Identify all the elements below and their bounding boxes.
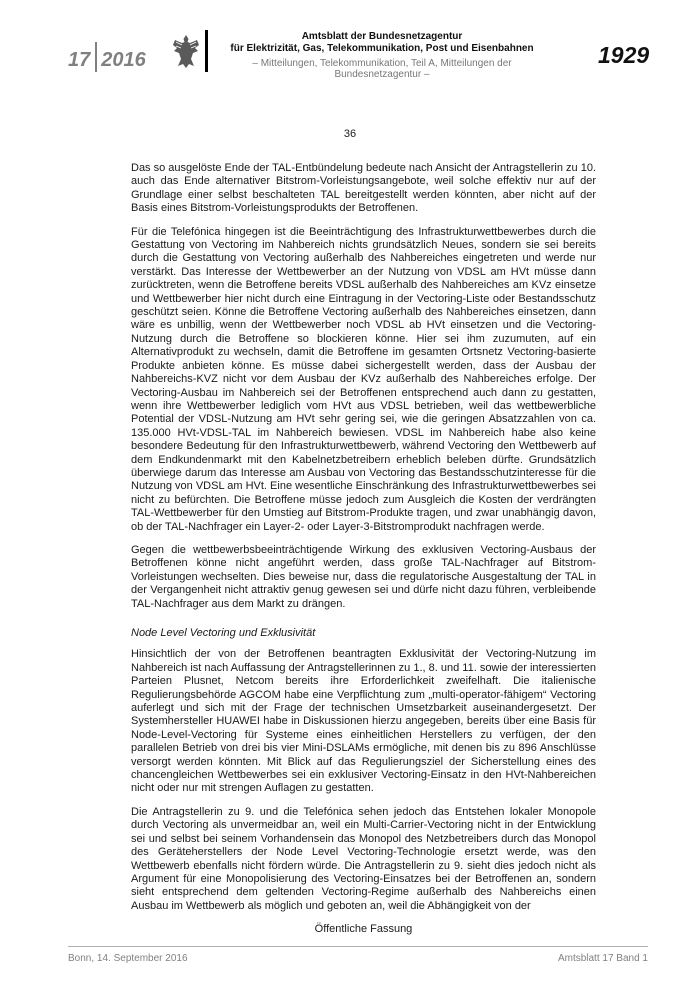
inner-page-number: 36 xyxy=(343,128,357,140)
footer-date: Bonn, 14. September 2016 xyxy=(68,953,188,964)
paragraph-2: Für die Telefónica hingegen ist die Beeinträchtigung des Infrastrukturwettbewerbes durch die Gestattung von Vectoring im Nahbereich nichts grundsätzlich Neues, sondern sie sei bereits durch die Gestattung von Vectoring außerhalb des Nahbereiches eingetreten und werde nur verstärkt. Das Interesse der Wettbewerber an der Nutzung von VDSL am HVt müsse dann zurücktreten, wenn die Betroffene bereits VDSL außerhalb des Nahbereiches am KVz einsetze und Wettbewerber hier nicht durch eine Eintragung in der Vectoring-Liste oder Bestandsschutz geschützt seien. Könne die Betroffene Vectoring außerhalb des Nahbereiches einsetzen, dann wäre es unbillig, wenn der Wettbewerber noch VDSL ab HVt einsetzen und die Vectoring-Nutzung durch die Betroffene so blockieren könne. Hier sei ihm zuzumuten, auf ein Alternativprodukt zu wechseln, damit die Betroffene im gesamten Ortsnetz Vectoring-basierte Produkte anbieten könne. Es müsse dabei sichergestellt werden, dass der Ausbau der Nahbereichs-KVZ nicht vor dem Ausbau der KVz außerhalb des Nahbereiches erfolge. Der Vectoring-Ausbau im Nahbereich sei der Betroffenen entsprechend auch dann zu gestatten, wenn ihre Wettbewerber lediglich vom HVt aus VDSL betrieben, weil das wettbewerbliche Potential der VDSL-Nutzung am HVt sehr gering sei, wie die geringen Absatzzahlen von ca. 135.000 HVt-VDSL-TAL im Nahbereich bewiesen. VDSL im Nahbereich habe also keine besondere Bedeutung für den Infrastrukturwettbewerb, während Vectoring den Wettbewerb auf dem Endkundenmarkt mit den Kabelnetzbetreibern erheblich beleben dürfte. Grundsätzlich überwiege darum das Interesse am Ausbau von Vectoring das Bestandsschutzinteresse für die Nutzung von VDSL am HVt. Eine wesentliche Einschränkung des Infrastrukturwettbewerbes sei nicht zu befürchten. Die Betroffene müsse jedoch zum Ausgleich die Kosten der verdrängten TAL-Wettbewerber für den Umstieg auf Bitstrom-Produkte tragen, und zwar unabhängig davon, ob der TAL-Nachfrager ein Layer-2- oder Layer-3-Bitstromprodukt nachfragen werde. xyxy=(131,225,596,533)
document-body xyxy=(131,162,596,947)
issue-year: 2016 xyxy=(101,49,146,71)
public-version-label: Öffentliche Fassung xyxy=(314,923,413,936)
paragraph-1: Das so ausgelöste Ende der TAL-Entbündelung bedeute nach Ansicht der Antragstellerin zu 10. auch das Ende alternativer Bitstrom-Vorleistungsangebote, weil solche effektiv nur auf der Grundlage einer selbst beschalteten TAL bereitgestellt werden könnten, aber nicht auf der Basis eines Bitstrom-Vorleistungsprodukts der Betroffenen. xyxy=(131,162,596,215)
issue-number: 17 xyxy=(68,49,91,71)
issue-identifier xyxy=(68,42,146,72)
section-heading: Node Level Vectoring und Exklusivität xyxy=(131,627,316,639)
gazette-subtitle: – Mitteilungen, Telekommunikation, Teil A, Mitteilungen der Bundesnetzagentur – xyxy=(252,58,512,80)
paragraph-5: Die Antragstellerin zu 9. und die Telefónica sehen jedoch das Entstehen lokaler Monopole durch Vectoring als unvermeidbar an, weil ein Multi-Carrier-Vectoring nicht in der Entwicklung sei und selbst bei seinem Vorhandensein das Monopol des Netzbetreibers durch das Monopol des Geräteherstellers der Node Level Vectoring-Technologie ersetzt werde, was den Wettbewerb ebenfalls nicht fördern würde. Die Antragstellerin zu 9. sieht dies jedoch nicht als Argument für eine Monopolisierung des Vectoring-Einsatzes bei der Betroffenen an, sondern sieht entsprechend dem geltenden Vectoring-Regime außerhalb des Nahbereichs einen Ausbau im Wettbewerb als möglich und geboten an, weil die Abhängigkeit von der xyxy=(131,805,596,912)
gazette-title-line1: Amtsblatt der Bundesnetzagentur xyxy=(301,31,463,42)
paragraph-4: Hinsichtlich der von der Betroffenen beantragten Exklusivität der Vectoring-Nutzung im Nahbereich ist nach Auffassung der Antragstellerinnen zu 1., 8. und 11. sowie der interessierten Parteien Plusnet, Netcom bereits ihre Erforderlichkeit zweifelhaft. Die italienische Regulierungsbehörde AGCOM habe eine Verpflichtung zum „multi-operator-fähigem“ Vectoring auferlegt und sich mit der Frage der technischen Umsetzbarkeit auseinandergesetzt. Der Systemhersteller HUAWEI habe in Diskussionen hierzu angegeben, bereits über eine Basis für Node-Level-Vectoring für Systeme eines einheitlichen Herstellers zu verfügen, der den parallelen Betrieb von drei bis vier Mini-DSLAMs ermögliche, mit denen bis zu 896 Anschlüsse versorgt werden könnten. Mit Blick auf das Regulierungsziel der Sicherstellung eines des chancengleichen Wettbewerbes sei ein exklusiver Vectoring-Einsatz in den HVt-Nahbereichen nicht oder nur mit strengen Auflagen zu gestatten. xyxy=(131,648,596,795)
gazette-title-line2: für Elektrizität, Gas, Telekommunikation, Post und Eisenbahnen xyxy=(230,43,534,54)
issue-divider xyxy=(95,42,97,72)
header-divider xyxy=(205,30,208,72)
gazette-title xyxy=(212,31,552,55)
page-number: 1929 xyxy=(598,42,650,68)
footer-divider xyxy=(68,946,648,947)
footer-volume: Amtsblatt 17 Band 1 xyxy=(557,953,648,964)
paragraph-3: Gegen die wettbewerbsbeeinträchtigende Wirkung des exklusiven Vectoring-Ausbaus der Betroffenen könne nicht angeführt werden, dass große TAL-Nachfrager auf Bitstrom-Vorleistungen wechselten. Dies beweise nur, dass die regulatorische Ausgestaltung der TAL in der Vergangenheit nicht attraktiv genug gewesen sei und dürfe nicht dazu führen, verbleibende TAL-Nachfrager aus dem Markt zu drängen. xyxy=(131,543,596,610)
federal-eagle-icon xyxy=(171,33,201,69)
